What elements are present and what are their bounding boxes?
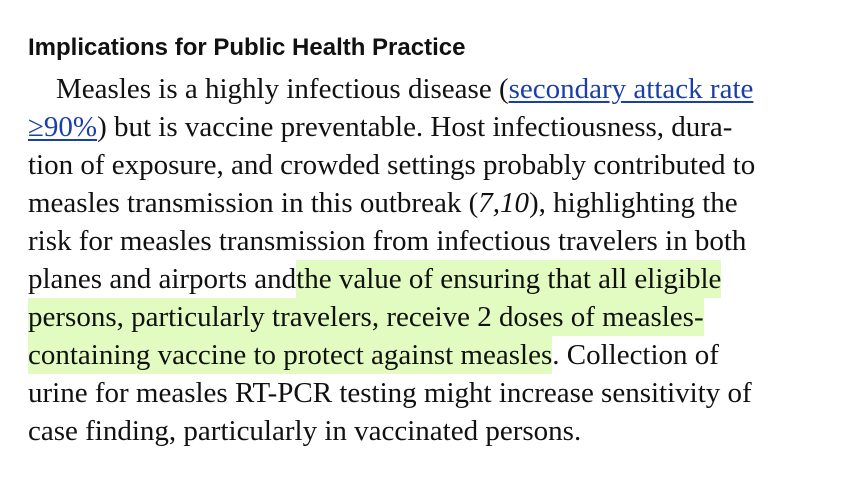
paragraph-line-1 <box>28 70 819 108</box>
highlighted-text: persons, particularly travelers, receive 2 doses of measles- <box>28 298 704 336</box>
paragraph-line-9 <box>28 374 819 412</box>
secondary-attack-rate-link-cont[interactable]: ≥90% <box>28 111 98 143</box>
text-segment: ), highlighting the <box>529 187 738 219</box>
text-segment: planes and airports and <box>28 263 297 295</box>
paragraph-line-3 <box>28 146 819 184</box>
paragraph-line-5 <box>28 222 819 260</box>
secondary-attack-rate-link[interactable]: secondary attack rate <box>508 73 754 105</box>
text-segment: urine for measles RT-PCR testing might increase sensitivity of <box>28 377 752 409</box>
text-segment: tion of exposure, and crowded settings probably contributed to <box>28 149 756 181</box>
paragraph-line-7 <box>28 298 819 336</box>
section-heading: Implications for Public Health Practice <box>28 34 466 61</box>
paragraph-line-2 <box>28 108 819 146</box>
paragraph-line-6 <box>28 260 819 298</box>
paragraph-line-8 <box>28 336 819 374</box>
text-segment: ) but is vaccine preventable. Host infectiousness, dura- <box>97 111 733 143</box>
text-segment: . Collection of <box>552 339 719 371</box>
text-segment: measles transmission in this outbreak ( <box>28 187 479 219</box>
paragraph-line-10 <box>28 412 819 450</box>
highlighted-text: containing vaccine to protect against measles <box>28 336 552 374</box>
text-segment: case finding, particularly in vaccinated persons. <box>28 415 582 447</box>
text-segment: Measles is a highly infectious disease ( <box>56 73 509 105</box>
paragraph-line-4 <box>28 184 819 222</box>
text-segment: risk for measles transmission from infectious travelers in both <box>28 225 747 257</box>
citation-reference: 7,10 <box>478 187 529 219</box>
highlighted-text: the value of ensuring that all eligible <box>296 260 721 298</box>
